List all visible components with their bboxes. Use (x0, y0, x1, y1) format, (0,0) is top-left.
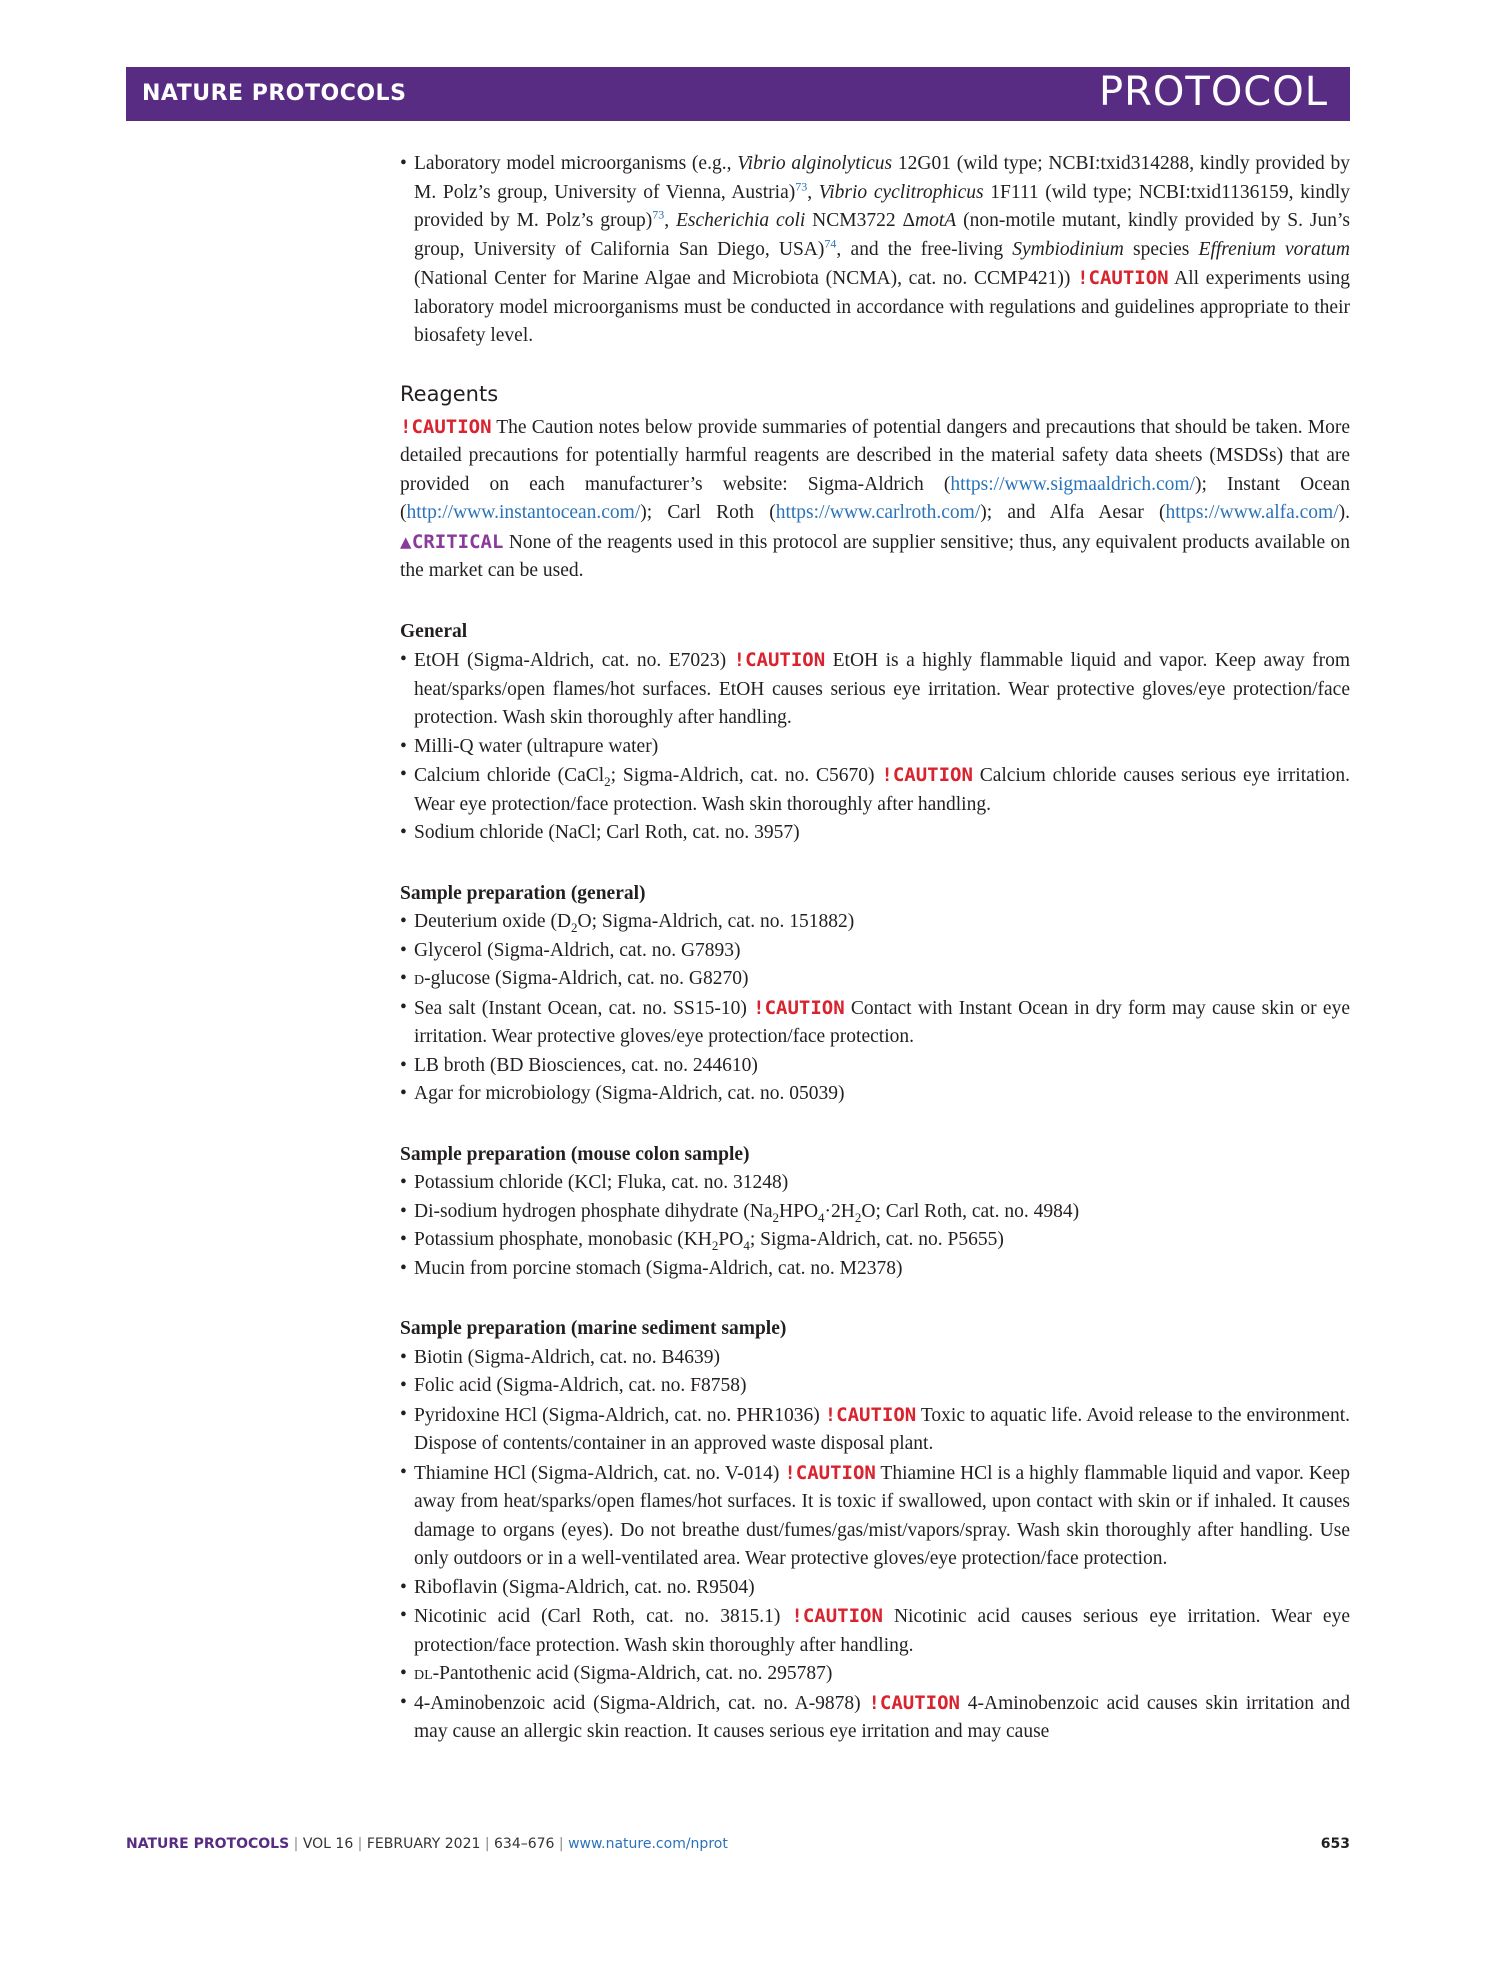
caution-label: !CAUTION (791, 1605, 883, 1627)
list-item: • Pyridoxine HCl (Sigma-Aldrich, cat. no. PHR1036) !CAUTION Toxic to aquatic life. Avoid release to the environment. Dispose of contents/container in an approved waste disposal plant. (400, 1401, 1350, 1459)
sample-marine-list (400, 1344, 1350, 1747)
list-item: • Mucin from porcine stomach (Sigma-Aldrich, cat. no. M2378) (400, 1255, 1350, 1284)
caution-label: !CAUTION (753, 996, 845, 1019)
instant-ocean-link[interactable]: http://www.instantocean.com/ (406, 502, 641, 523)
list-item: • Agar for microbiology (Sigma-Aldrich, cat. no. 05039) (400, 1080, 1350, 1109)
reference-link[interactable]: 73 (795, 179, 808, 193)
reagents-heading: Reagents (400, 381, 499, 406)
organism-list (400, 150, 1350, 351)
general-list (400, 646, 1350, 848)
alfa-aesar-link[interactable]: https://www.alfa.com/ (1165, 502, 1339, 523)
footer-pages: 634–676 (494, 1836, 555, 1852)
list-item: • 4-Aminobenzoic acid (Sigma-Aldrich, cat. no. A-9878) !CAUTION 4-Aminobenzoic acid causes skin irritation and may cause an allergic skin reaction. It causes serious eye irritation and may cause (400, 1689, 1350, 1747)
page-number: 653 (1320, 1836, 1350, 1852)
list-item: • Calcium chloride (CaCl$_2$; Sigma-Aldrich, cat. no. C5670) !CAUTION Calcium chloride causes serious eye irritation. Wear eye protection/face protection. Wash skin thoroughly after handling. (400, 761, 1350, 819)
list-item: • EtOH (Sigma-Aldrich, cat. no. E7023) !CAUTION EtOH is a highly flammable liquid and vapor. Keep away from heat/sparks/open flames/hot surfaces. EtOH causes serious eye irritation. Wear protective gloves/eye protection/face protection. Wash skin thoroughly after handling. (400, 646, 1350, 733)
list-item: • Biotin (Sigma-Aldrich, cat. no. B4639) (400, 1344, 1350, 1373)
sample-general-heading: Sample preparation (general) (400, 882, 646, 904)
general-heading: General (400, 620, 468, 642)
footer-url-link[interactable]: www.nature.com/nprot (568, 1836, 728, 1852)
sample-general-list (400, 908, 1350, 1109)
list-item: • Nicotinic acid (Carl Roth, cat. no. 3815.1) !CAUTION Nicotinic acid causes serious eye irritation. Wear eye protection/face protection. Wash skin thoroughly after handling. (400, 1602, 1350, 1660)
list-item: • Sodium chloride (NaCl; Carl Roth, cat. no. 3957) (400, 819, 1350, 848)
footer-volume: VOL 16 (302, 1836, 354, 1852)
list-item: • Potassium phosphate, monobasic ($KH_2PO_4$; Sigma-Aldrich, cat. no. P5655) (400, 1226, 1350, 1255)
caution-label: !CAUTION (1077, 267, 1169, 289)
reference-link[interactable]: 73 (652, 207, 665, 222)
list-item: • Riboflavin (Sigma-Aldrich, cat. no. R9504) (400, 1574, 1350, 1603)
header-bar (126, 67, 1350, 121)
main-content (400, 150, 1350, 1747)
list-item: • d-glucose (Sigma-Aldrich, cat. no. G8270) (400, 965, 1350, 994)
caution-label: !CAUTION (881, 764, 973, 786)
list-item: • Sea salt (Instant Ocean, cat. no. SS15-10) !CAUTION Contact with Instant Ocean in dry form may cause skin or eye irritation. Wear protective gloves/eye protection/face protection. (400, 994, 1350, 1052)
journal-title: NATURE PROTOCOLS (142, 81, 407, 106)
carl-roth-link[interactable]: https://www.carlroth.com/ (775, 502, 981, 523)
list-item: • Potassium chloride (KCl; Fluka, cat. no. 31248) (400, 1169, 1350, 1198)
caution-label: !CAUTION (824, 1403, 917, 1426)
caution-label: !CAUTION (784, 1461, 876, 1484)
list-item: • Milli-Q water (ultrapure water) (400, 733, 1350, 762)
list-item: • dl-Pantothenic acid (Sigma-Aldrich, cat. no. 295787) (400, 1660, 1350, 1689)
critical-label: ▲CRITICAL (400, 530, 504, 553)
list-item: • Glycerol (Sigma-Aldrich, cat. no. G7893) (400, 937, 1350, 966)
article-type: PROTOCOL (1098, 69, 1328, 115)
sample-mouse-list (400, 1169, 1350, 1283)
reference-link[interactable]: 74 (824, 236, 837, 250)
list-item: • Di-sodium hydrogen phosphate dihydrate ($Na_2HPO_4\cdot 2H_2O$; Carl Roth, cat. no. 4984) (400, 1198, 1350, 1227)
caution-label: !CAUTION (868, 1691, 960, 1714)
list-item: • Thiamine HCl (Sigma-Aldrich, cat. no. V-014) !CAUTION Thiamine HCl is a highly flammable liquid and vapor. Keep away from heat/sparks/open flames/hot surfaces. It is toxic if swallowed, upon contact with skin or if inhaled. It causes damage to organs (eyes). Do not breathe dust/fumes/gas/mist/vapors/spray. Wash skin thoroughly after handling. Use only outdoors or in a well-ventilated area. Wear protective gloves/eye protection/face protection. (400, 1459, 1350, 1574)
caution-label: !CAUTION (733, 649, 826, 671)
sample-marine-heading: Sample preparation (marine sediment sample) (400, 1318, 787, 1339)
sample-mouse-heading: Sample preparation (mouse colon sample) (400, 1143, 750, 1165)
list-item: • Deuterium oxide ($D_2O$; Sigma-Aldrich, cat. no. 151882) (400, 908, 1350, 937)
list-item: • Folic acid (Sigma-Aldrich, cat. no. F8758) (400, 1372, 1350, 1401)
caution-label: !CAUTION (400, 415, 492, 438)
list-item: • Laboratory model microorganisms (e.g., Vibrio alginolyticus 12G01 (wild type; NCBI:txid314288, kindly provided by M. Polz’s group, University of Vienna, Austria)$^{73}$, Vibrio cyclitrophicus 1F111 (wild type; NCBI:txid1136159, kindly provided by M. Polz’s group)$^{73}$, Escherichia coli NCM3722 ΔmotA (non-motile mutant, kindly provided by S. Jun’s group, University of California San Diego, USA)$^{74}$, and the free-living Symbiodinium species Effrenium voratum (National Center for Marine Algae and Microbiota (NCMA), cat. no. CCMP421)) !CAUTION All experiments using laboratory model microorganisms must be conducted in accordance with regulations and guidelines appropriate to their biosafety level. (400, 150, 1350, 351)
footer-journal: NATURE PROTOCOLS (126, 1836, 290, 1852)
list-item: • LB broth (BD Biosciences, cat. no. 244610) (400, 1052, 1350, 1081)
footer-citation: NATURE PROTOCOLS | VOL 16 | FEBRUARY 2021 | 634–676 | www.nature.com/nprot (126, 1836, 728, 1852)
sigma-aldrich-link[interactable]: https://www.sigmaaldrich.com/ (950, 473, 1195, 495)
page-footer (126, 1836, 1350, 1860)
footer-date: FEBRUARY 2021 (366, 1836, 481, 1852)
reagents-caution-paragraph: !CAUTION The Caution notes below provide summaries of potential dangers and precautions that should be taken. More detailed precautions for potentially harmful reagents are described in the material safety data sheets (MSDSs) that are provided on each manufacturer’s website: Sigma-Aldrich (https://www.sigmaaldrich.com/); Instant Ocean (http://www.instantocean.com/); Carl Roth (https://www.carlroth.com/); and Alfa Aesar (https://www.alfa.com/). ▲CRITICAL None of the reagents used in this protocol are supplier sensitive; thus, any equivalent products available on the market can be used. (400, 415, 1351, 581)
